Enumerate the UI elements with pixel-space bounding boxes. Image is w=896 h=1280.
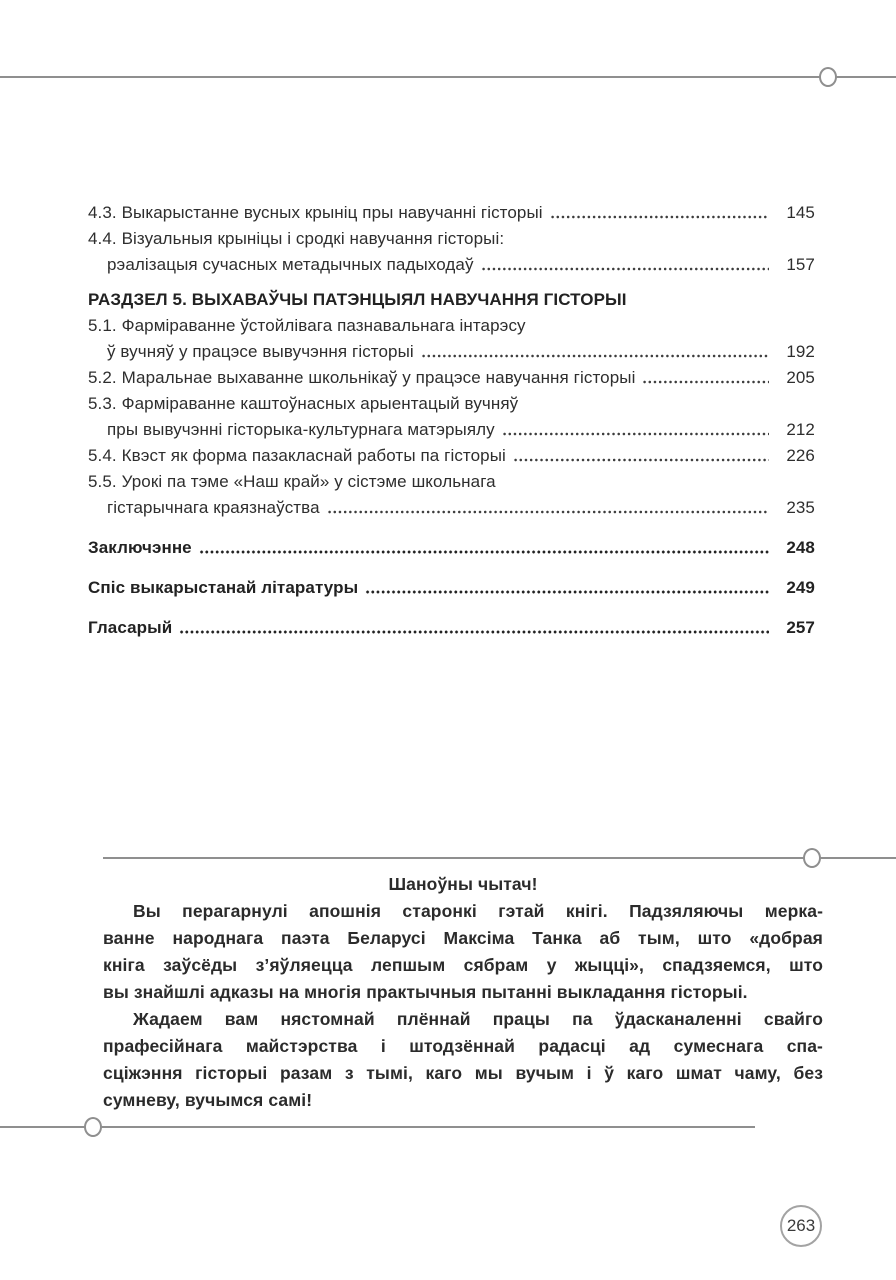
toc-row — [88, 615, 815, 641]
letter-top-divider-rule — [103, 857, 896, 859]
toc-entry-title: 4.4. Візуальныя крыніцы і сродкі навучання гісторыі: — [88, 229, 505, 248]
toc-entry-page-number: 248 — [786, 538, 815, 557]
letter-line: сціжэння гісторыі разам з тымі, каго мы вучым і ў каго шмат чаму, без — [103, 1063, 823, 1083]
letter-line: Вы перагарнулі апошнія старонкі гэтай кнігі. Падзяляючы мерка- — [133, 901, 823, 921]
letter-line: Жадаем вам нястомнай плённай працы па ўдасканаленні свайго — [133, 1009, 823, 1029]
page-number: 263 — [786, 1216, 816, 1235]
toc-entry-page-number: 235 — [786, 498, 815, 517]
toc-row — [88, 200, 815, 226]
toc-row — [88, 575, 815, 601]
toc-leader-dots — [513, 456, 769, 464]
toc-leader-dots — [199, 548, 769, 556]
toc-row — [88, 391, 815, 417]
toc-row — [88, 365, 815, 391]
divider-bead-circle — [803, 848, 821, 868]
toc-row — [88, 535, 815, 561]
table-of-contents — [88, 200, 815, 641]
toc-row — [88, 313, 815, 339]
toc-entry-title: гістарычнага краязнаўства — [107, 498, 320, 517]
toc-entry-page-number: 249 — [786, 578, 815, 597]
bottom-divider-rule — [0, 1126, 755, 1128]
toc-row — [88, 417, 815, 443]
toc-entry-page-number: 192 — [786, 342, 815, 361]
toc-entry-page-number: 212 — [786, 420, 815, 439]
toc-leader-dots — [642, 378, 769, 386]
toc-entry-title: пры вывучэнні гісторыка-культурнага матэрыялу — [107, 420, 495, 439]
toc-entry-title: рэалізацыя сучасных метадычных падыходаў — [107, 255, 474, 274]
toc-entry-page-number: 257 — [786, 618, 815, 637]
toc-entry-title: Заключэнне — [88, 538, 192, 557]
toc-entry-title: 4.3. Выкарыстанне вусных крыніц пры навучанні гісторыі — [88, 203, 543, 222]
toc-leader-dots — [421, 352, 769, 360]
top-divider-rule — [0, 76, 896, 78]
letter-line: прафесійнага майстэрства і штодзённай радасці ад сумеснага спа- — [103, 1036, 823, 1056]
letter-salutation: Шаноўны чытач! — [388, 874, 538, 894]
letter-line: ванне народнага паэта Беларусі Максіма Танка аб тым, што «добрая — [103, 928, 823, 948]
toc-entry-page-number: 226 — [786, 446, 815, 465]
toc-leader-dots — [327, 508, 769, 516]
toc-entry-title: 5.2. Маральнае выхаванне школьнікаў у працэсе навучання гісторыі — [88, 368, 636, 387]
page-number-badge — [780, 1205, 822, 1247]
toc-entry-title: Гласарый — [88, 618, 173, 637]
reader-letter — [103, 871, 823, 1114]
toc-section-heading — [88, 287, 815, 313]
toc-entry-title: ў вучняў у працэсе вывучэння гісторыі — [107, 342, 414, 361]
toc-leader-dots — [502, 430, 769, 438]
divider-bead-circle — [84, 1117, 102, 1137]
letter-line: кніга заўсёды з’яўляецца лепшым сябрам у жыцці», спадзяемся, што — [103, 955, 823, 975]
toc-entry-title: 5.5. Урокі па тэме «Наш край» у сістэме школьнага — [88, 472, 496, 491]
toc-row — [88, 226, 815, 252]
toc-row — [88, 495, 815, 521]
toc-leader-dots — [365, 588, 769, 596]
letter-body — [103, 898, 823, 1114]
letter-line: сумневу, вучымся самі! — [103, 1090, 313, 1110]
toc-row — [88, 443, 815, 469]
toc-entry-title: 5.1. Фарміраванне ўстойлівага пазнавальнага інтарэсу — [88, 316, 526, 335]
divider-bead-circle — [819, 67, 837, 87]
toc-row — [88, 339, 815, 365]
toc-entry-title: РАЗДЗЕЛ 5. ВЫХАВАЎЧЫ ПАТЭНЦЫЯЛ НАВУЧАННЯ ГІСТОРЫІ — [88, 290, 627, 309]
toc-entry-title: 5.3. Фарміраванне каштоўнасных арыентацый вучняў — [88, 394, 519, 413]
toc-leader-dots — [179, 628, 769, 636]
toc-entry-page-number: 157 — [786, 255, 815, 274]
toc-row — [88, 252, 815, 278]
toc-leader-dots — [481, 265, 769, 273]
toc-leader-dots — [550, 213, 769, 221]
toc-entry-title: 5.4. Квэст як форма пазакласнай работы па гісторыі — [88, 446, 506, 465]
toc-entry-page-number: 205 — [786, 368, 815, 387]
toc-row — [88, 469, 815, 495]
letter-line: вы знайшлі адказы на многія практычныя пытанні выкладання гісторыі. — [103, 982, 748, 1002]
toc-entry-page-number: 145 — [786, 203, 815, 222]
toc-entry-title: Спіс выкарыстанай літаратуры — [88, 578, 359, 597]
